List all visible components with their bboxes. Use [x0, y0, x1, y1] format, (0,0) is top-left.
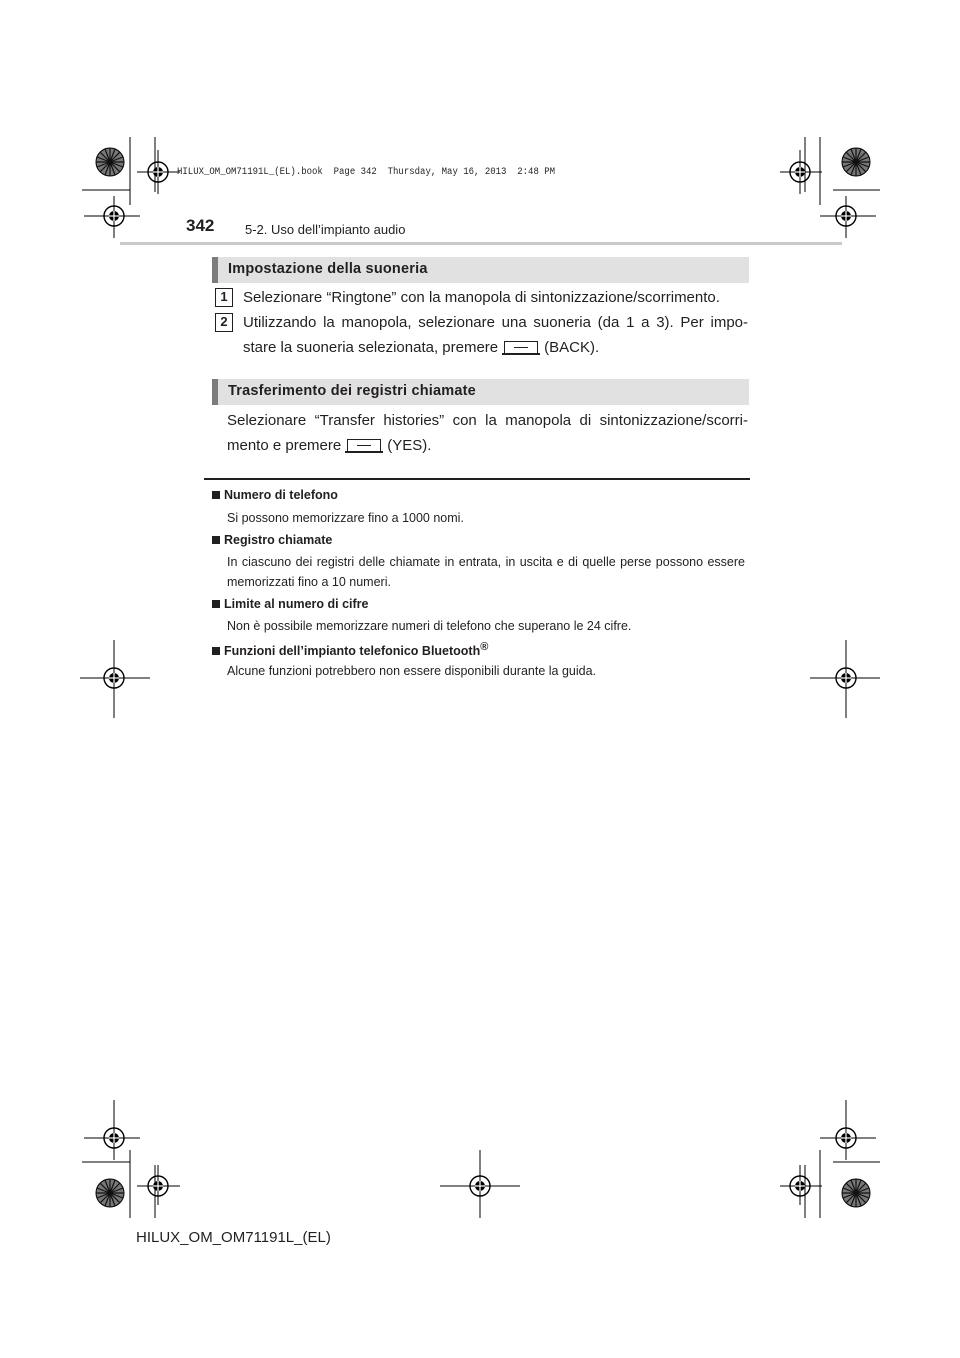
registered-mark: ®: [480, 641, 489, 653]
step-badge-1: 1: [215, 288, 233, 307]
section-heading-label: Trasferimento dei registri chiamate: [228, 383, 476, 399]
note-heading-call-log: [212, 533, 332, 547]
section-heading-transfer: [212, 379, 749, 405]
step-1-text: Selezionare “Ringtone” con la manopola di sintonizzazione/scorrimento.: [243, 289, 720, 306]
note-body-digit-limit: Non è possibile memorizzare numeri di telefono che superano le 24 cifre.: [227, 619, 632, 633]
step-2-line-2: [243, 335, 748, 360]
square-bullet-icon: [212, 536, 220, 544]
yes-button-icon: [347, 439, 381, 452]
note-heading-label: Limite al numero di cifre: [224, 597, 369, 611]
section-title: 5-2. Uso dell’impianto audio: [245, 222, 406, 237]
note-body-call-log: In ciascuno dei registri delle chiamate in entrata, in uscita e di quelle perse possono essere memorizzati fino a 10 numeri.: [227, 555, 745, 589]
step-badge-2: 2: [215, 313, 233, 332]
step-2-line-1: Utilizzando la manopola, selezionare una suoneria (da 1 a 3). Per impo-: [243, 314, 748, 331]
note-body-bluetooth: Alcune funzioni potrebbero non essere disponibili durante la guida.: [227, 664, 597, 678]
note-heading-label: Funzioni dell’impianto telefonico Bluetooth: [224, 644, 481, 659]
transfer-line-2-after: (YES).: [387, 437, 432, 454]
note-heading-label: Numero di telefono: [224, 488, 338, 502]
transfer-line-1: Selezionare “Transfer histories” con la manopola di sintonizzazione/scorri-: [227, 412, 748, 429]
transfer-line-2: [227, 433, 748, 458]
note-body-phone-number: Si possono memorizzare fino a 1000 nomi.: [227, 511, 464, 525]
note-heading-label: Registro chiamate: [224, 533, 333, 547]
note-heading-phone-number: [212, 488, 338, 502]
step-2-line-2-after: (BACK).: [544, 339, 600, 356]
section-heading-label: Impostazione della suoneria: [228, 261, 428, 277]
transfer-line-2-before: mento e premere: [227, 437, 342, 454]
note-heading-digit-limit: [212, 597, 368, 611]
footer-code: HILUX_OM_OM71191L_(EL): [136, 1229, 331, 1246]
section-heading-ringtone: [212, 257, 749, 283]
page-number: 342: [186, 216, 215, 235]
book-stamp: HILUX_OM_OM71191L_(EL).book Page 342 Thursday, May 16, 2013 2:48 PM: [177, 167, 556, 178]
step-2-line-2-before: stare la suoneria selezionata, premere: [243, 339, 499, 356]
square-bullet-icon: [212, 491, 220, 499]
notes-divider: [204, 478, 750, 480]
back-button-icon: [504, 341, 538, 354]
square-bullet-icon: [212, 600, 220, 608]
square-bullet-icon: [212, 647, 220, 655]
header-rule: [120, 242, 842, 245]
note-heading-bluetooth: [212, 641, 488, 658]
